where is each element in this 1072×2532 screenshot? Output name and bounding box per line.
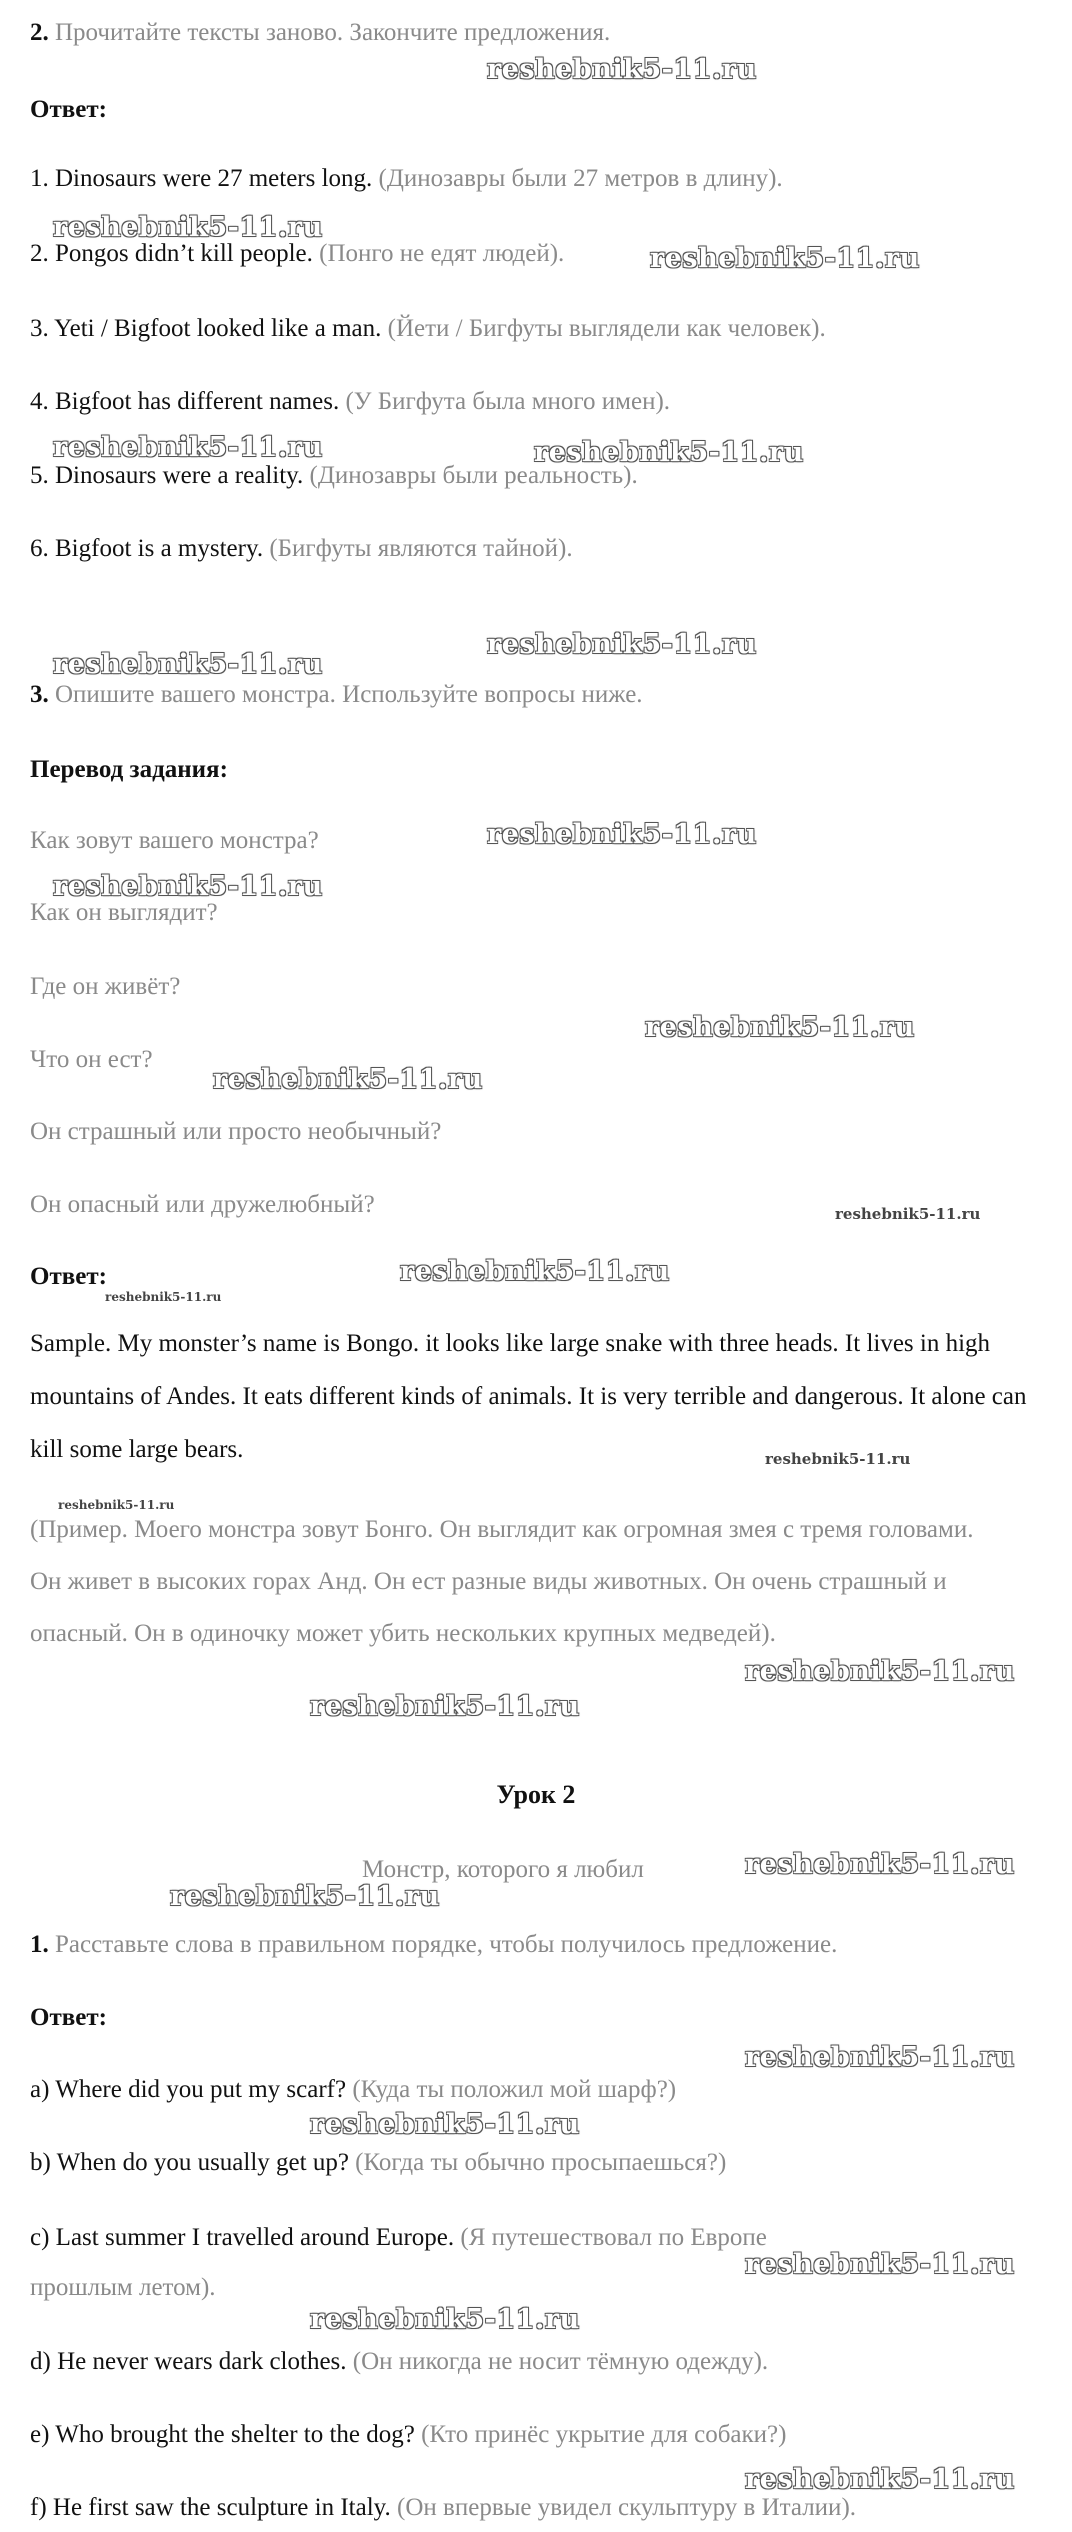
watermark: reshebnik5-11.ru [745,1849,1015,1880]
lesson2-title: Урок 2 [496,1780,576,1809]
task3-question-1: Как зовут вашего монстра? [30,827,319,854]
lesson2-task1-answer-label: Ответ: [30,2004,107,2031]
watermark: reshebnik5-11.ru [310,1691,580,1722]
watermark: reshebnik5-11.ru [650,243,920,274]
lesson2-item-c: c) Last summer I travelled around Europe. (Я путешествовал по Европе [30,2224,767,2251]
lesson2-item-c-continued: прошлым летом). [30,2274,216,2301]
watermark: reshebnik5-11.ru [213,1064,483,1095]
task3-instruction: Опишите вашего монстра. Используйте вопросы ниже. [55,681,643,708]
task2-item-2: 2. Pongos didn’t kill people. (Понго не едят людей). [30,240,565,267]
task2-answer-label: Ответ: [30,96,107,123]
watermark: reshebnik5-11.ru [645,1012,915,1043]
watermark: reshebnik5-11.ru [53,649,323,680]
lesson2-task1-number: 1. [30,1931,49,1958]
lesson2-item-b: b) When do you usually get up? (Когда ты обычно просыпаешься?) [30,2149,727,2176]
watermark: reshebnik5-11.ru [105,1290,222,1304]
task3-question-3: Где он живёт? [30,973,181,1000]
task3-question-5: Он страшный или просто необычный? [30,1118,442,1145]
watermark: reshebnik5-11.ru [53,212,323,243]
task2-heading [30,18,610,48]
task2-item-6: 6. Bigfoot is a mystery. (Бигфуты являются тайной). [30,535,573,562]
lesson2-task1-instruction: Расставьте слова в правильном порядке, чтобы получилось предложение. [55,1931,838,1958]
task2-item-3: 3. Yeti / Bigfoot looked like a man. (Йети / Бигфуты выглядели как человек). [30,315,826,342]
task3-question-6: Он опасный или дружелюбный? [30,1191,375,1218]
task3-heading [30,680,643,710]
lesson2-subtitle: Монстр, которого я любил [362,1856,644,1883]
task3-translation-label: Перевод задания: [30,756,228,783]
task2-item-1: 1. Dinosaurs were 27 meters long. (Динозавры были 27 метров в длину). [30,165,783,192]
watermark: reshebnik5-11.ru [487,54,757,85]
lesson2-item-e: e) Who brought the shelter to the dog? (Кто принёс укрытие для собаки?) [30,2421,787,2448]
watermark: reshebnik5-11.ru [745,2464,1015,2495]
task3-question-4: Что он ест? [30,1046,153,1073]
watermark: reshebnik5-11.ru [53,432,323,463]
watermark: reshebnik5-11.ru [745,2042,1015,2073]
watermark: reshebnik5-11.ru [487,819,757,850]
task3-number: 3. [30,681,49,708]
task2-item-5: 5. Dinosaurs were a reality. (Динозавры были реальность). [30,462,638,489]
watermark: reshebnik5-11.ru [53,871,323,902]
watermark: reshebnik5-11.ru [745,2249,1015,2280]
task3-sample-en: Sample. My monster’s name is Bongo. it looks like large snake with three heads. It lives in high mountains of Andes. It eats different kinds of animals. It is very terrible and dangerous. It alone can kill some large bears. [30,1330,1027,1463]
watermark: reshebnik5-11.ru [835,1205,981,1223]
lesson2-task1-heading [30,1930,837,1960]
watermark: reshebnik5-11.ru [170,1881,440,1912]
watermark: reshebnik5-11.ru [534,437,804,468]
task2-item-4: 4. Bigfoot has different names. (У Бигфута была много имен). [30,388,671,415]
lesson2-item-f: f) He first saw the sculpture in Italy. (Он впервые увидел скульптуру в Италии). [30,2494,857,2521]
watermark: reshebnik5-11.ru [310,2304,580,2335]
watermark: reshebnik5-11.ru [310,2109,580,2140]
task3-answer-label: Ответ: [30,1263,107,1290]
watermark: reshebnik5-11.ru [487,629,757,660]
lesson2-item-a: a) Where did you put my scarf? (Куда ты положил мой шарф?) [30,2076,677,2103]
watermark: reshebnik5-11.ru [745,1656,1015,1687]
lesson2-item-d: d) He never wears dark clothes. (Он никогда не носит тёмную одежду). [30,2348,769,2375]
task3-question-2: Как он выглядит? [30,899,218,926]
watermark: reshebnik5-11.ru [765,1450,911,1468]
task2-number: 2. [30,19,49,46]
task2-instruction: Прочитайте тексты заново. Закончите предложения. [55,19,611,46]
watermark: reshebnik5-11.ru [58,1498,175,1512]
task3-sample-ru: (Пример. Моего монстра зовут Бонго. Он выглядит как огромная змея с тремя головами. Он живет в высоких горах Анд. Он ест разные виды животных. Он очень страшный и опасный. Он в одиночку может убить нескольких крупных медведей). [30,1516,974,1647]
watermark: reshebnik5-11.ru [400,1256,670,1287]
